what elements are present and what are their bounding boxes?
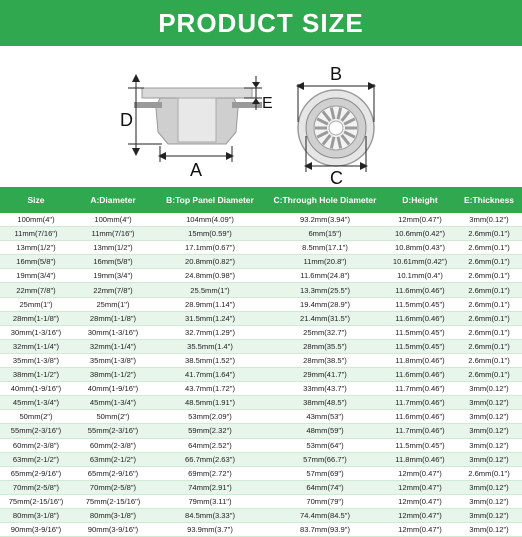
cell-top-panel-diameter: 25.5mm(1") (154, 283, 266, 297)
cell-through-hole-diameter: 6mm(15") (266, 227, 384, 241)
header-diameter: A:Diameter (72, 187, 154, 213)
cell-size: 63mm(2-1/2") (0, 452, 72, 466)
cell-thickness: 2.6mm(0.1") (456, 241, 522, 255)
cell-diameter: 100mm(4") (72, 213, 154, 227)
cell-diameter: 25mm(1") (72, 297, 154, 311)
table-row (0, 424, 522, 438)
cell-through-hole-diameter: 93.2mm(3.94") (266, 213, 384, 227)
cell-height: 11.5mm(0.45") (384, 339, 456, 353)
cell-thickness: 2.6mm(0.1") (456, 269, 522, 283)
cell-thickness: 2.6mm(0.1") (456, 339, 522, 353)
cell-top-panel-diameter: 48.5mm(1.91") (154, 396, 266, 410)
cell-height: 11.7mm(0.46") (384, 382, 456, 396)
cell-height: 12mm(0.47") (384, 466, 456, 480)
table-row (0, 227, 522, 241)
table-row (0, 494, 522, 508)
cell-height: 12mm(0.47") (384, 480, 456, 494)
cell-height: 11.6mm(0.46") (384, 368, 456, 382)
cell-top-panel-diameter: 69mm(2.72") (154, 466, 266, 480)
cell-through-hole-diameter: 74.4mm(84.5") (266, 508, 384, 522)
cell-top-panel-diameter: 15mm(0.59") (154, 227, 266, 241)
cell-diameter: 90mm(3-9/16") (72, 523, 154, 537)
header-through-hole-diameter: C:Through Hole Diameter (266, 187, 384, 213)
cell-diameter: 70mm(2-5/8") (72, 480, 154, 494)
label-e: E (262, 95, 273, 112)
cell-through-hole-diameter: 57mm(66.7") (266, 452, 384, 466)
cell-diameter: 45mm(1-3/4") (72, 396, 154, 410)
table-row (0, 353, 522, 367)
cell-height: 10.1mm(0.4") (384, 269, 456, 283)
cell-height: 10.8mm(0.43") (384, 241, 456, 255)
cell-size: 13mm(1/2") (0, 241, 72, 255)
cell-top-panel-diameter: 93.9mm(3.7") (154, 523, 266, 537)
cell-top-panel-diameter: 31.5mm(1.24") (154, 311, 266, 325)
cell-thickness: 2.6mm(0.1") (456, 466, 522, 480)
cell-through-hole-diameter: 28mm(35.5") (266, 339, 384, 353)
cell-thickness: 3mm(0.12") (456, 410, 522, 424)
cell-top-panel-diameter: 74mm(2.91") (154, 480, 266, 494)
cell-thickness: 3mm(0.12") (456, 382, 522, 396)
cell-thickness: 3mm(0.12") (456, 452, 522, 466)
cell-thickness: 2.6mm(0.1") (456, 325, 522, 339)
cell-size: 65mm(2-9/16") (0, 466, 72, 480)
cell-diameter: 75mm(2-15/16") (72, 494, 154, 508)
cell-size: 30mm(1-3/16") (0, 325, 72, 339)
cell-top-panel-diameter: 43.7mm(1.72") (154, 382, 266, 396)
cell-top-panel-diameter: 35.5mm(1.4") (154, 339, 266, 353)
diagram-svg (0, 46, 522, 187)
cell-through-hole-diameter: 83.7mm(93.9") (266, 523, 384, 537)
cell-height: 12mm(0.47") (384, 494, 456, 508)
cell-thickness: 3mm(0.12") (456, 213, 522, 227)
table-row (0, 241, 522, 255)
cell-size: 50mm(2") (0, 410, 72, 424)
cell-through-hole-diameter: 57mm(69") (266, 466, 384, 480)
cell-top-panel-diameter: 17.1mm(0.67") (154, 241, 266, 255)
label-c: C (330, 168, 343, 187)
cell-height: 10.61mm(0.42") (384, 255, 456, 269)
header-thickness: E:Thickness (456, 187, 522, 213)
cell-size: 40mm(1-9/16") (0, 382, 72, 396)
cell-size: 35mm(1-3/8") (0, 353, 72, 367)
cell-through-hole-diameter: 21.4mm(31.5") (266, 311, 384, 325)
cell-through-hole-diameter: 38mm(48.5") (266, 396, 384, 410)
cell-top-panel-diameter: 59mm(2.32") (154, 424, 266, 438)
side-view-grommet (134, 88, 262, 144)
cell-through-hole-diameter: 28mm(38.5") (266, 353, 384, 367)
cell-top-panel-diameter: 20.8mm(0.82") (154, 255, 266, 269)
table-row (0, 382, 522, 396)
cell-top-panel-diameter: 66.7mm(2.63") (154, 452, 266, 466)
cell-top-panel-diameter: 53mm(2.09") (154, 410, 266, 424)
cell-height: 11.6mm(0.46") (384, 410, 456, 424)
page-title: PRODUCT SIZE (158, 7, 364, 38)
cell-top-panel-diameter: 28.9mm(1.14") (154, 297, 266, 311)
table-row (0, 297, 522, 311)
label-d: D (120, 110, 133, 130)
cell-size: 45mm(1-3/4") (0, 396, 72, 410)
cell-diameter: 30mm(1-3/16") (72, 325, 154, 339)
cell-thickness: 3mm(0.12") (456, 396, 522, 410)
title-banner (0, 0, 522, 46)
size-table-wrapper (0, 187, 522, 535)
header-height: D:Height (384, 187, 456, 213)
cell-top-panel-diameter: 84.5mm(3.33") (154, 508, 266, 522)
cell-height: 11.8mm(0.46") (384, 353, 456, 367)
cell-size: 38mm(1-1/2") (0, 368, 72, 382)
header-size: Size (0, 187, 72, 213)
size-table (0, 187, 522, 537)
table-row (0, 508, 522, 522)
cell-size: 28mm(1-1/8") (0, 311, 72, 325)
top-view-grommet (298, 90, 374, 166)
cell-size: 16mm(5/8") (0, 255, 72, 269)
cell-through-hole-diameter: 13.3mm(25.5") (266, 283, 384, 297)
table-row (0, 368, 522, 382)
cell-diameter: 38mm(1-1/2") (72, 368, 154, 382)
cell-thickness: 3mm(0.12") (456, 508, 522, 522)
cell-top-panel-diameter: 32.7mm(1.29") (154, 325, 266, 339)
cell-height: 11.7mm(0.46") (384, 396, 456, 410)
table-row (0, 480, 522, 494)
cell-diameter: 40mm(1-9/16") (72, 382, 154, 396)
cell-through-hole-diameter: 11mm(20.8") (266, 255, 384, 269)
cell-height: 11.5mm(0.45") (384, 325, 456, 339)
cell-through-hole-diameter: 11.6mm(24.8") (266, 269, 384, 283)
cell-through-hole-diameter: 25mm(32.7") (266, 325, 384, 339)
table-row (0, 396, 522, 410)
table-header-row (0, 187, 522, 213)
cell-thickness: 3mm(0.12") (456, 480, 522, 494)
cell-height: 12mm(0.47") (384, 523, 456, 537)
cell-height: 10.6mm(0.42") (384, 227, 456, 241)
table-row (0, 452, 522, 466)
cell-size: 25mm(1") (0, 297, 72, 311)
table-row (0, 466, 522, 480)
cell-size: 11mm(7/16") (0, 227, 72, 241)
dimension-diagram (0, 46, 522, 187)
cell-thickness: 3mm(0.12") (456, 523, 522, 537)
cell-top-panel-diameter: 38.5mm(1.52") (154, 353, 266, 367)
cell-size: 80mm(3-1/8") (0, 508, 72, 522)
cell-through-hole-diameter: 64mm(74") (266, 480, 384, 494)
cell-size: 55mm(2-3/16") (0, 424, 72, 438)
table-row (0, 255, 522, 269)
label-a: A (190, 160, 203, 180)
cell-thickness: 2.6mm(0.1") (456, 353, 522, 367)
cell-through-hole-diameter: 8.5mm(17.1") (266, 241, 384, 255)
cell-diameter: 32mm(1-1/4") (72, 339, 154, 353)
cell-height: 11.5mm(0.45") (384, 438, 456, 452)
cell-height: 12mm(0.47") (384, 508, 456, 522)
cell-height: 11.5mm(0.45") (384, 297, 456, 311)
table-row (0, 339, 522, 353)
cell-diameter: 65mm(2-9/16") (72, 466, 154, 480)
cell-diameter: 16mm(5/8") (72, 255, 154, 269)
cell-diameter: 19mm(3/4") (72, 269, 154, 283)
table-row (0, 311, 522, 325)
cell-through-hole-diameter: 43mm(53") (266, 410, 384, 424)
cell-thickness: 2.6mm(0.1") (456, 297, 522, 311)
cell-size: 70mm(2-5/8") (0, 480, 72, 494)
cell-diameter: 80mm(3-1/8") (72, 508, 154, 522)
cell-diameter: 60mm(2-3/8") (72, 438, 154, 452)
cell-top-panel-diameter: 24.8mm(0.98") (154, 269, 266, 283)
cell-diameter: 13mm(1/2") (72, 241, 154, 255)
cell-thickness: 2.6mm(0.1") (456, 368, 522, 382)
cell-thickness: 2.6mm(0.1") (456, 255, 522, 269)
cell-thickness: 3mm(0.12") (456, 424, 522, 438)
cell-height: 11.7mm(0.46") (384, 424, 456, 438)
table-row (0, 283, 522, 297)
cell-diameter: 11mm(7/16") (72, 227, 154, 241)
cell-top-panel-diameter: 41.7mm(1.64") (154, 368, 266, 382)
label-b: B (330, 64, 343, 84)
cell-thickness: 2.6mm(0.1") (456, 311, 522, 325)
table-row (0, 438, 522, 452)
cell-diameter: 22mm(7/8") (72, 283, 154, 297)
cell-size: 75mm(2-15/16") (0, 494, 72, 508)
table-row (0, 410, 522, 424)
cell-top-panel-diameter: 64mm(2.52") (154, 438, 266, 452)
cell-size: 100mm(4") (0, 213, 72, 227)
cell-height: 11.6mm(0.46") (384, 283, 456, 297)
cell-size: 90mm(3-9/16") (0, 523, 72, 537)
cell-height: 11.8mm(0.46") (384, 452, 456, 466)
cell-size: 22mm(7/8") (0, 283, 72, 297)
cell-thickness: 2.6mm(0.1") (456, 283, 522, 297)
table-body (0, 213, 522, 537)
cell-height: 12mm(0.47") (384, 213, 456, 227)
cell-diameter: 28mm(1-1/8") (72, 311, 154, 325)
cell-top-panel-diameter: 104mm(4.09") (154, 213, 266, 227)
table-row (0, 269, 522, 283)
header-top-panel-diameter: B:Top Panel Diameter (154, 187, 266, 213)
cell-through-hole-diameter: 19.4mm(28.9") (266, 297, 384, 311)
cell-thickness: 3mm(0.12") (456, 494, 522, 508)
cell-diameter: 55mm(2-3/16") (72, 424, 154, 438)
cell-height: 11.6mm(0.46") (384, 311, 456, 325)
cell-through-hole-diameter: 29mm(41.7") (266, 368, 384, 382)
cell-thickness: 2.6mm(0.1") (456, 227, 522, 241)
cell-through-hole-diameter: 70mm(79") (266, 494, 384, 508)
cell-through-hole-diameter: 48mm(59") (266, 424, 384, 438)
cell-diameter: 50mm(2") (72, 410, 154, 424)
cell-diameter: 63mm(2-1/2") (72, 452, 154, 466)
cell-through-hole-diameter: 33mm(43.7") (266, 382, 384, 396)
cell-size: 60mm(2-3/8") (0, 438, 72, 452)
cell-through-hole-diameter: 53mm(64") (266, 438, 384, 452)
table-row (0, 325, 522, 339)
cell-top-panel-diameter: 79mm(3.11") (154, 494, 266, 508)
cell-size: 32mm(1-1/4") (0, 339, 72, 353)
cell-diameter: 35mm(1-3/8") (72, 353, 154, 367)
cell-size: 19mm(3/4") (0, 269, 72, 283)
table-row (0, 213, 522, 227)
cell-thickness: 3mm(0.12") (456, 438, 522, 452)
table-row (0, 523, 522, 537)
